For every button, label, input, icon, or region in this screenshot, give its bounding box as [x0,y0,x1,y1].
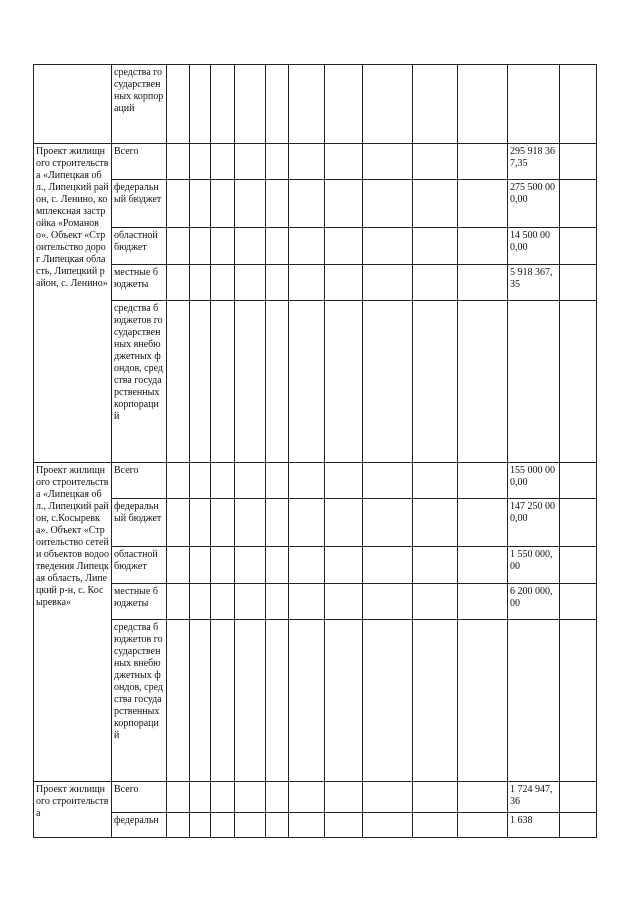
empty-cell [413,265,458,301]
empty-cell [289,499,325,547]
empty-cell [458,463,508,499]
empty-cell [266,499,289,547]
empty-cell [560,813,597,838]
empty-cell [235,782,266,813]
empty-cell [211,547,235,584]
funding-source-label: Всего [114,784,139,795]
funding-source-label: Всего [114,146,139,157]
empty-cell [289,265,325,301]
funding-source-cell [112,463,167,499]
empty-cell [363,813,413,838]
funding-source-cell [112,65,167,144]
empty-cell [211,265,235,301]
empty-cell [266,144,289,180]
empty-cell [266,65,289,144]
empty-cell [289,463,325,499]
empty-cell [560,620,597,782]
empty-cell [190,301,211,463]
funding-source-label: местные бюджеты [114,267,158,290]
amount-cell [508,228,560,265]
empty-cell [413,547,458,584]
empty-cell [190,228,211,265]
empty-cell [235,547,266,584]
empty-cell [211,228,235,265]
empty-cell [458,584,508,620]
empty-cell [266,463,289,499]
funding-source-cell [112,301,167,463]
table-row [34,180,597,228]
empty-cell [289,547,325,584]
empty-cell [167,547,190,584]
empty-cell [190,620,211,782]
empty-cell [458,499,508,547]
funding-source-label: федеральный бюджет [114,182,162,205]
empty-cell [190,782,211,813]
empty-cell [235,65,266,144]
empty-cell [235,301,266,463]
empty-cell [289,301,325,463]
empty-cell [560,144,597,180]
empty-cell [167,813,190,838]
empty-cell [266,620,289,782]
project-name: Проект жилищного строительства «Липецкая обл., Липецкий район, с. Ленино, комплексная застройка «Романово». Объект «Строительство дорог Липецкая область, Липецкий район, с. Ленино» [36,146,109,289]
empty-cell [211,584,235,620]
empty-cell [458,228,508,265]
empty-cell [458,782,508,813]
empty-cell [560,547,597,584]
funding-source-label: местные бюджеты [114,586,158,609]
empty-cell [266,228,289,265]
empty-cell [325,782,363,813]
empty-cell [458,620,508,782]
empty-cell [413,301,458,463]
empty-cell [325,144,363,180]
amount-cell [508,584,560,620]
empty-cell [560,301,597,463]
empty-cell [266,782,289,813]
empty-cell [325,620,363,782]
funding-source-cell [112,584,167,620]
amount-cell [508,65,560,144]
empty-cell [289,584,325,620]
empty-cell [266,584,289,620]
funding-source-cell [112,265,167,301]
empty-cell [190,144,211,180]
amount-value: 155 000 000,00 [510,465,555,488]
amount-value: 147 250 000,00 [510,501,555,524]
empty-cell [167,180,190,228]
funding-source-label: Всего [114,465,139,476]
empty-cell [167,65,190,144]
table-row [34,782,597,813]
empty-cell [190,265,211,301]
table-row [34,547,597,584]
funding-source-label: средства бюджетов государственных внебюджетных фондов, средства государственных корпораций [114,622,163,741]
table-row [34,499,597,547]
amount-value: 6 200 000,00 [510,586,553,609]
amount-value: 1 724 947,36 [510,784,553,807]
empty-cell [211,782,235,813]
empty-cell [560,228,597,265]
empty-cell [167,301,190,463]
funding-source-cell [112,620,167,782]
amount-cell [508,463,560,499]
empty-cell [325,584,363,620]
empty-cell [363,228,413,265]
funding-source-label: федеральн [114,815,159,826]
amount-value: 14 500 000,00 [510,230,550,253]
empty-cell [325,265,363,301]
funding-source-cell [112,180,167,228]
empty-cell [363,584,413,620]
empty-cell [413,180,458,228]
empty-cell [211,499,235,547]
empty-cell [413,228,458,265]
table-row [34,144,597,180]
amount-cell [508,265,560,301]
empty-cell [167,620,190,782]
funding-source-cell [112,813,167,838]
empty-cell [289,180,325,228]
amount-cell [508,180,560,228]
empty-cell [190,499,211,547]
empty-cell [458,65,508,144]
empty-cell [560,584,597,620]
empty-cell [235,813,266,838]
empty-cell [235,499,266,547]
table-row [34,65,597,144]
funding-source-cell [112,499,167,547]
empty-cell [413,463,458,499]
empty-cell [235,228,266,265]
empty-cell [458,813,508,838]
empty-cell [289,65,325,144]
empty-cell [325,547,363,584]
empty-cell [211,144,235,180]
empty-cell [458,265,508,301]
empty-cell [167,265,190,301]
empty-cell [363,301,413,463]
empty-cell [413,499,458,547]
empty-cell [289,813,325,838]
empty-cell [363,144,413,180]
empty-cell [266,180,289,228]
empty-cell [560,65,597,144]
amount-cell [508,620,560,782]
funding-source-label: средства государственных корпораций [114,67,164,114]
empty-cell [363,65,413,144]
empty-cell [325,301,363,463]
empty-cell [266,265,289,301]
empty-cell [211,813,235,838]
empty-cell [413,620,458,782]
amount-value: 275 500 000,00 [510,182,555,205]
amount-cell [508,144,560,180]
amount-cell [508,547,560,584]
project-name: Проект жилищного строительства «Липецкая обл., Липецкий район, с.Косыревка». Объект «Строительство сетей и объектов водоотведения Липецкая область, Липецкий р-н, с. Косыревка» [36,465,109,608]
empty-cell [363,782,413,813]
empty-cell [560,499,597,547]
amount-cell [508,813,560,838]
table-row [34,584,597,620]
empty-cell [235,144,266,180]
empty-cell [266,547,289,584]
empty-cell [458,144,508,180]
amount-value: 5 918 367,35 [510,267,553,290]
empty-cell [190,584,211,620]
project-cell [34,144,112,463]
empty-cell [325,813,363,838]
empty-cell [325,463,363,499]
funding-source-cell [112,228,167,265]
empty-cell [289,228,325,265]
amount-cell [508,499,560,547]
empty-cell [458,180,508,228]
empty-cell [325,228,363,265]
empty-cell [413,813,458,838]
empty-cell [235,620,266,782]
empty-cell [167,584,190,620]
amount-cell [508,301,560,463]
project-cell [34,463,112,782]
empty-cell [325,499,363,547]
table-row [34,228,597,265]
empty-cell [363,463,413,499]
empty-cell [325,65,363,144]
empty-cell [235,463,266,499]
funding-source-label: областной бюджет [114,549,158,572]
funding-source-label: федеральный бюджет [114,501,162,524]
empty-cell [413,584,458,620]
empty-cell [363,620,413,782]
empty-cell [167,144,190,180]
empty-cell [289,620,325,782]
empty-cell [289,144,325,180]
empty-cell [560,180,597,228]
empty-cell [266,301,289,463]
empty-cell [266,813,289,838]
empty-cell [190,547,211,584]
empty-cell [325,180,363,228]
empty-cell [190,180,211,228]
empty-cell [235,180,266,228]
funding-source-label: областной бюджет [114,230,158,253]
empty-cell [413,782,458,813]
project-name: Проект жилищного строительства [36,784,109,819]
empty-cell [289,782,325,813]
empty-cell [211,65,235,144]
empty-cell [363,180,413,228]
empty-cell [413,65,458,144]
empty-cell [167,228,190,265]
empty-cell [458,301,508,463]
table-row [34,301,597,463]
empty-cell [560,782,597,813]
project-cell [34,65,112,144]
funding-source-cell [112,547,167,584]
empty-cell [211,180,235,228]
empty-cell [167,499,190,547]
funding-source-label: средства бюджетов государственных внебюджетных фондов, средства государственных корпораций [114,303,163,422]
empty-cell [363,547,413,584]
table-row [34,265,597,301]
empty-cell [560,463,597,499]
funding-source-cell [112,144,167,180]
project-cell [34,782,112,838]
empty-cell [211,301,235,463]
empty-cell [363,499,413,547]
amount-value: 295 918 367,35 [510,146,555,169]
table-row [34,463,597,499]
empty-cell [363,265,413,301]
empty-cell [211,463,235,499]
empty-cell [190,463,211,499]
empty-cell [211,620,235,782]
amount-cell [508,782,560,813]
empty-cell [235,584,266,620]
empty-cell [190,65,211,144]
empty-cell [458,547,508,584]
empty-cell [560,265,597,301]
amount-value: 1 638 [510,815,533,826]
amount-value: 1 550 000,00 [510,549,553,572]
table-row [34,813,597,838]
empty-cell [190,813,211,838]
budget-table [33,64,597,838]
empty-cell [167,782,190,813]
empty-cell [413,144,458,180]
empty-cell [235,265,266,301]
empty-cell [167,463,190,499]
table-row [34,620,597,782]
funding-source-cell [112,782,167,813]
